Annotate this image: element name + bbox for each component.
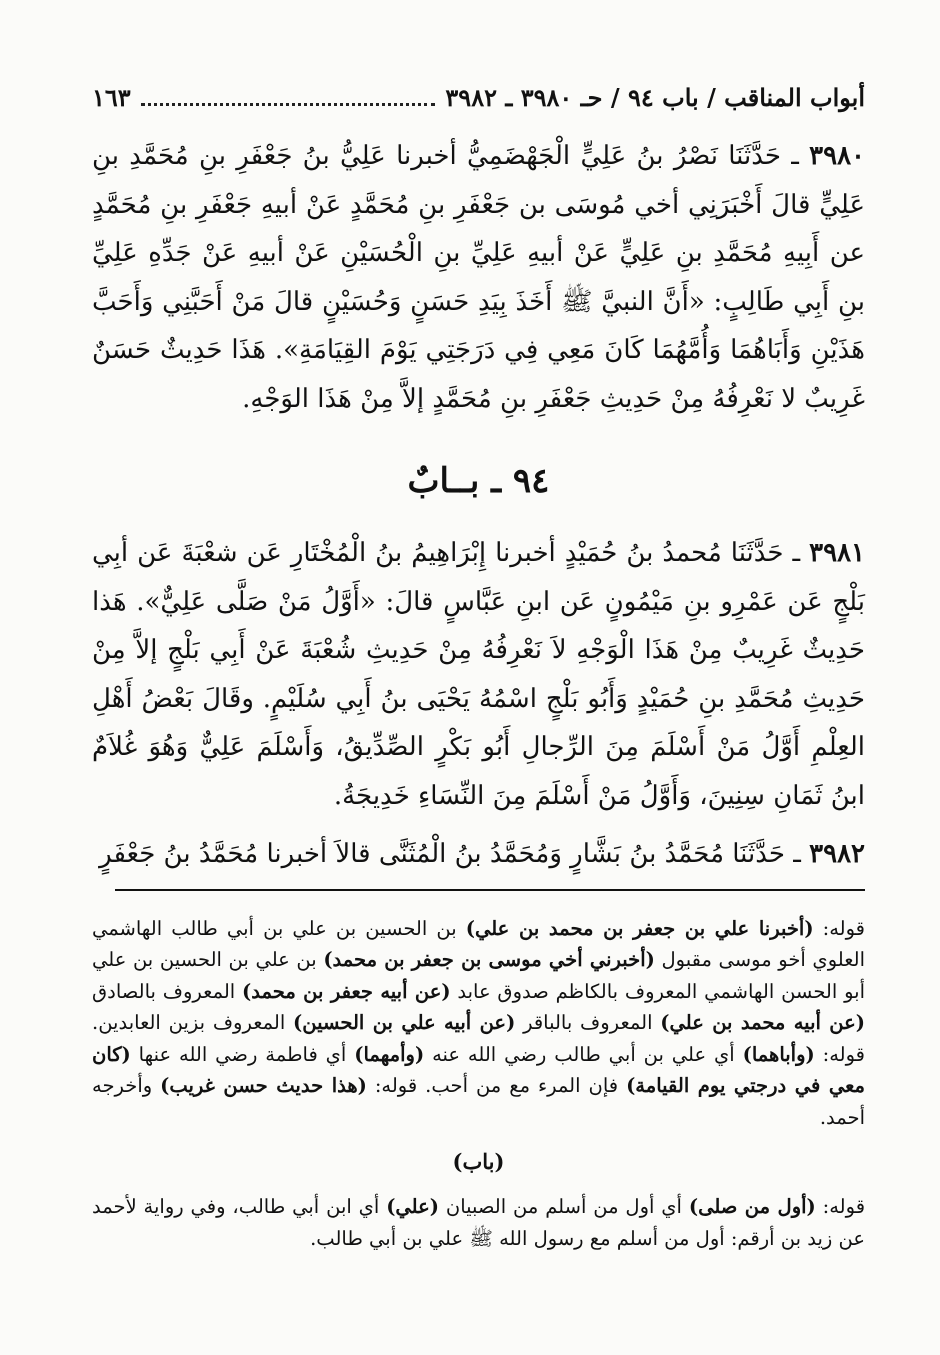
commentary-paragraph xyxy=(92,913,865,1134)
commentary-text: أي ابن أبي طالب، وفي رواية لأحمد عن زيد بن أرقم: أول من أسلم مع رسول الله ﷺ علي بن أبي طالب. xyxy=(92,1195,865,1250)
hadith-number: ٣٩٨٠ xyxy=(809,141,866,171)
commentary-quote: (عن أبيه جعفر بن محمد) xyxy=(242,979,451,1003)
commentary-chapter-heading: (باب) xyxy=(452,1149,505,1174)
book-page xyxy=(92,78,865,1308)
hadith-3982 xyxy=(92,830,865,879)
commentary-quote: (عن أبيه محمد بن علي) xyxy=(660,1011,865,1034)
commentary-text: وأخرجه أحمد. xyxy=(92,1074,865,1129)
commentary-text: بن الحسين بن علي بن أبي طالب الهاشمي العلوي أخو موسى مقبول xyxy=(92,916,865,971)
commentary-quote: (كان معي في درجتي يوم القيامة) xyxy=(92,1042,865,1097)
hadith-text: ـ حَدَّثَنَا نَصْرُ بنُ عَلِيٍّ الْجَهْضَمِيُّ أخبرنا عَلِيُّ بنُ جَعْفَرِ بنِ مُحَمَّدِ بنِ عَلِيٍّ قالَ أَخْبَرَنِي أخي مُوسَى بن جَعْفَرِ بنِ مُحَمَّدٍ عَنْ أبيهِ جَعْفَرِ بنِ مُحَمَّدٍ عن أَبِيهِ مُحَمَّدِ بنِ عَلِيٍّ عَنْ أبيهِ عَلِيِّ بنِ الْحُسَيْنِ عَنْ أبيهِ عَنْ جَدِّهِ عَلِيِّ بنِ أَبِي طَالِبٍ: «أَنَّ النبيَّ ﷺ أَخَذَ بِيَدِ حَسَنٍ وَحُسَيْنٍ قالَ مَنْ أَحَبَّنِي وَأَحَبَّ هَذَيْنِ وَأَبَاهُمَا وَأُمَّهُمَا كَانَ مَعِي فِي دَرَجَتِي يَوْمَ القِيَامَةِ». هَذَا حَدِيثٌ حَسَنٌ غَرِيبٌ لا نَعْرِفُهُ مِنْ حَدِيثِ جَعْفَرِ بنِ مُحَمَّدٍ إلاَّ مِنْ هَذَا الوَجْهِ. xyxy=(92,141,865,414)
commentary-text: قوله: xyxy=(813,916,865,940)
commentary-text: بن علي بن الحسين بن علي أبو الحسن الهاشمي المعروف بالكاظم صدوق عابد xyxy=(92,948,865,1003)
commentary-quote: (عن أبيه علي بن الحسين) xyxy=(293,1011,516,1034)
commentary-quote: (وأمهما) xyxy=(354,1042,425,1066)
commentary-text: أي أول من أسلم من الصبيان xyxy=(439,1195,689,1218)
commentary-quote: (أول من صلى) xyxy=(688,1195,816,1218)
page-number: ١٦٣ xyxy=(92,83,131,112)
hadith-number: ٣٩٨١ xyxy=(809,538,866,568)
header-title: أبواب المناقب / باب ٩٤ / حـ ٣٩٨٠ ـ ٣٩٨٢ xyxy=(445,83,865,112)
header-leader-dots xyxy=(141,102,436,106)
commentary-quote: (علي) xyxy=(386,1195,439,1218)
commentary-quote: (وأباهما) xyxy=(742,1042,815,1066)
hadith-text: ـ حَدَّثَنَا مُحمدُ بنُ حُمَيْدٍ أخبرنا إِبْرَاهِيمُ بنُ الْمُخْتَارِ عَن شعْبَةَ عَن أبِي بَلْجٍ عَن عَمْرِو بنِ مَيْمُونٍ عَن ابنِ عَبَّاسٍ قالَ: «أَوَّلُ مَنْ صَلَّى عَلِيٌّ». هَذا حَدِيثٌ غَرِيبٌ مِنْ هَذَا الْوَجْهِ لاَ نَعْرِفُهُ مِنْ حَدِيثِ شُعْبَةَ عَنْ أَبِي بَلْجٍ إلاَّ مِنْ حَدِيثِ مُحَمَّدِ بنِ حُمَيْدٍ وَأَبُو بَلْجٍ اسْمُهُ يَحْيَى بنُ أَبِي سُلَيْمٍ. وقَالَ بَعْضُ أَهْلِ العِلْمِ أَوَّلُ مَنْ أَسْلَمَ مِنَ الرِّجالِ أَبُو بَكْرٍ الصِّدِّيقُ، وَأَسْلَمَ عَلِيٌّ وَهُوَ غُلاَمٌ ابنُ ثَمَانِ سِنِينَ، وَأَوَّلُ مَنْ أَسْلَمَ مِنَ النِّسَاءِ خَدِيجَةُ. xyxy=(92,538,865,811)
commentary-quote: (أخبرنا علي بن جعفر بن محمد بن علي) xyxy=(465,916,814,940)
commentary-text: المعروف بالباقر xyxy=(515,1011,661,1034)
commentary-text: قوله: xyxy=(815,1195,866,1218)
hadith-text: ـ حَدَّثَنَا مُحَمَّدُ بنُ بَشَّارٍ وَمُحَمَّدُ بنُ الْمُثَنَّى قالاَ أخبرنا مُحَمَّدُ بنُ جَعْفَرٍ xyxy=(99,839,801,869)
commentary-text: فإن المرء مع من أحب. قوله: xyxy=(366,1074,627,1097)
commentary-text: أي فاطمة رضي الله عنها xyxy=(130,1042,355,1066)
hadith-3980 xyxy=(92,132,865,423)
commentary-text: أي علي بن أبي طالب رضي الله عنه xyxy=(424,1042,743,1066)
commentary-text: المعروف بزين العابدين. قوله: xyxy=(92,1011,865,1066)
hadith-number: ٣٩٨٢ xyxy=(809,839,865,869)
footnote-divider xyxy=(115,889,865,891)
chapter-heading: ٩٤ ـ بــابٌ xyxy=(407,461,550,501)
hadith-3981 xyxy=(92,529,865,820)
commentary-quote: (هذا حديث حسن غريب) xyxy=(160,1074,367,1097)
commentary-paragraph xyxy=(92,1191,865,1254)
commentary-quote: (أخبرني أخي موسى بن جعفر بن محمد) xyxy=(323,948,655,971)
running-header xyxy=(92,78,865,118)
commentary-text: المعروف بالصادق xyxy=(92,979,243,1003)
